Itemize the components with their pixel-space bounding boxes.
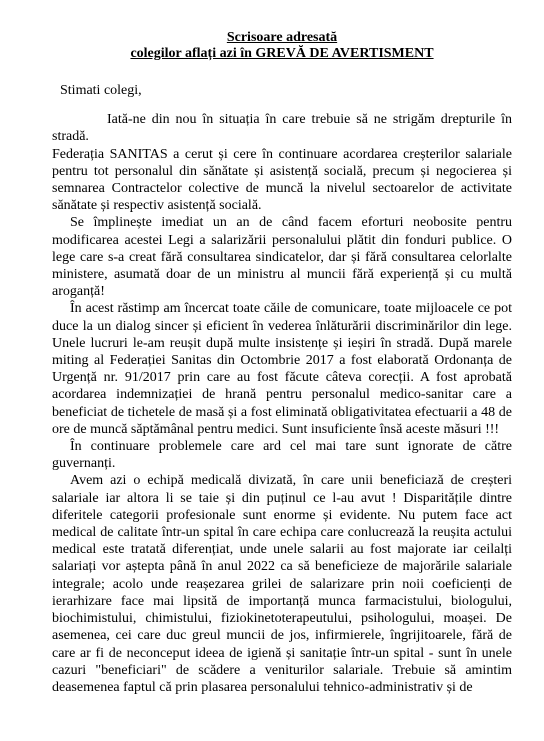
paragraph-2: Federația SANITAS a cerut și cere în continuare acordarea creșterilor salariale pentru tot personalul din sănătate și asistență socială, precum și negocierea și semnarea Contractelor colective de muncă la nivelul sectoarelor de activitate sănătate și respectiv asistență socială. [52,146,512,214]
paragraph-3: Se împlinește imediat un an de când facem eforturi neobosite pentru modificarea acestei Legi a salarizării personalului plătit din fonduri publice. O lege care s-a creat fără consultarea sindicatelor, dar și fără consultarea celorlalte ministere, asumată doar de un ministru al muncii fără experiență și cu multă aroganță! [52,215,512,300]
paragraph-4-part-3: A fost aprobată acordarea indemnizației de hrană pentru personalul medico-sanitar care a beneficiat de tichetele de masă și a fost eliminată obligativitatea efectuarii a 48 de ore de muncă săptămânal pentru medici. Sunt insuficiente însă aceste măsuri !!! [52,370,512,437]
paragraph-4 [52,300,512,438]
title-line-2: colegilor aflați azi în GREVĂ DE AVERTISMENT [130,46,434,61]
paragraph-5: În continuare problemele care ard cel mai tare sunt ignorate de către guvernanți. [52,439,512,472]
letter-title [52,30,512,62]
greeting: Stimati colegi, [60,83,142,98]
paragraph-6: Avem azi o echipă medicală divizată, în care unii beneficiază de creșteri salariale iar altora li se taie și din puținul ce l-au avut ! Disparitățile dintre diferitele categorii profesionale sunt enorme și evidente. Nu putem face act medical de calitate într-un spital în care echipa care conlucrează la reușita actului medical este tratată diferențiat, unde unele salarii au fost majorate iar ceilalți salariați vor aștepta până în anul 2022 ca să beneficieze de majorările salariale integrale; acolo unde reașezarea grilei de salarizare prin noii coeficienți de ierarhizare face mai lipsită de importanță munca farmacistului, biologului, biochimistului, chimistului, fiziokinetoterapeutului, psihologului, moașei. De asemenea, cei care duc greul muncii de jos, infirmierele, îngrijitoarele, fără de care ar fi de neconceput ideea de igienă și sanitație într-un spital - sunt în unele cazuri "beneficiari" de scădere a veniturilor salariale. Trebuie să amintim deasemenea faptul că prin plasarea personalului tehnico-administrativ și de [52,473,512,695]
paragraph-4-part-1: În acest răstimp am încercat toate căile de comunicare, toate mijloacele ce pot duce la un dialog sincer și eficient în vederea înlăturării discriminărilor din lege. Unele lucruri le-am reușit după multe insistențe și ieșiri în stradă. [52,301,512,351]
paragraph-1: Iată-ne din nou în situația în care trebuie să ne strigăm drepturile în stradă. [52,112,512,145]
title-line-1: Scrisoare adresată [226,30,338,45]
letter-body [52,111,512,696]
paragraph-4-part-2: După marele miting al Federației Sanitas din Octombrie 2017 a fost elaborată Ordonanța de Urgență nr. 91/2017 prin care au fost făcute câteva corecții. [52,335,512,386]
